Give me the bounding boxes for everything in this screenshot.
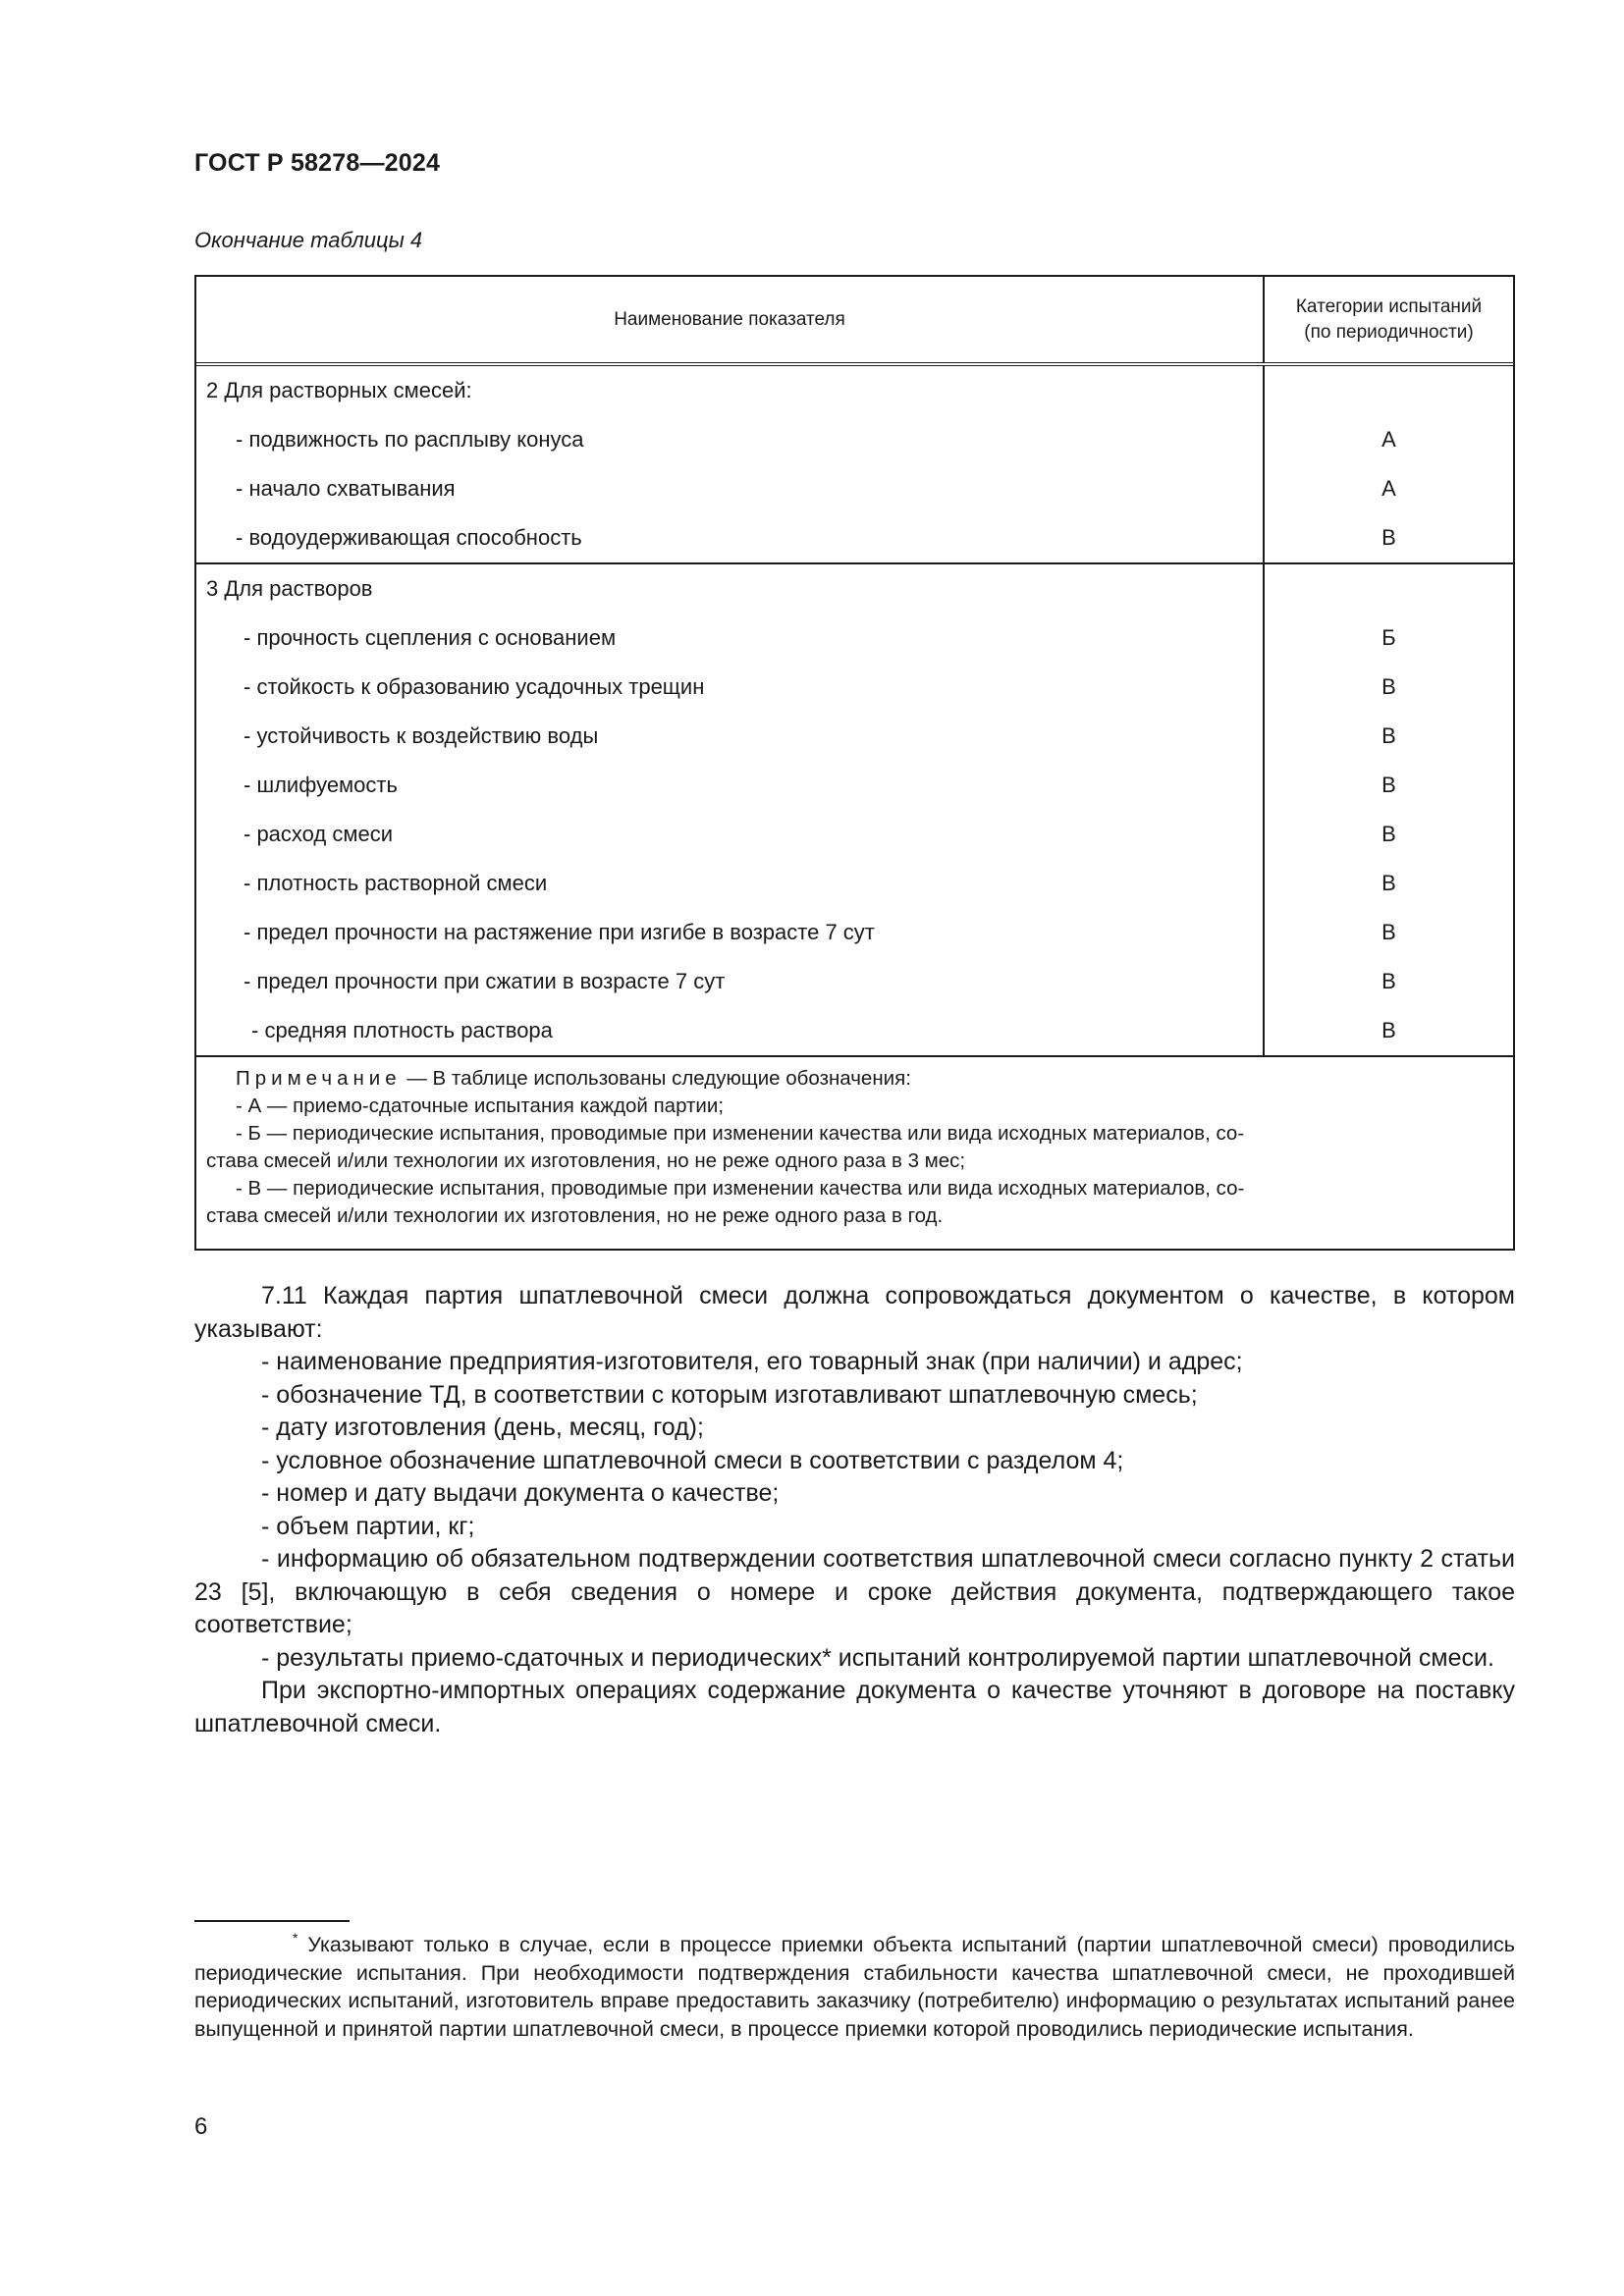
note-item-a: - А — приемо-сдаточные испытания каждой партии; [236, 1095, 725, 1117]
footnote-divider [194, 1920, 350, 1922]
column-header-category-line1: Категории испытаний [1295, 295, 1483, 317]
table-row [196, 810, 1513, 859]
table-row [196, 957, 1513, 1006]
table-row-group-title [196, 364, 1513, 415]
list-item: - дату изготовления (день, месяц, год); [261, 1414, 704, 1441]
table-row [196, 908, 1513, 957]
table-cell-value: В [1264, 663, 1513, 712]
note-item-b-line2: става смесей и/или технологии их изготовления, но не реже одного раза в 3 мес; [206, 1149, 966, 1172]
table-row-group-title [196, 563, 1513, 614]
table-cell-value [1264, 364, 1513, 415]
note-intro [206, 1065, 1503, 1093]
table-cell-label: - стойкость к образованию усадочных трещин [244, 674, 705, 699]
footnote-mark: * [293, 1930, 298, 1946]
table-row [196, 415, 1513, 464]
note-item-b-line1: - Б — периодические испытания, проводимые при изменении качества или вида исходных материалов, со- [236, 1122, 1245, 1145]
table-row [196, 859, 1513, 908]
note-item-c-line2: става смесей и/или технологии их изготовления, но не реже одного раза в год. [206, 1204, 944, 1227]
table-caption: Окончание таблицы 4 [194, 228, 423, 252]
column-header-indicator: Наименование показателя [196, 277, 1264, 364]
table-cell-value: В [1264, 712, 1513, 761]
table-cell-label: - шлифуемость [244, 773, 398, 797]
table-row [196, 1006, 1513, 1056]
table-cell-label: - устойчивость к воздействию воды [244, 723, 599, 748]
footnote-text: Указывают только в случае, если в процессе приемки объекта испытаний (партии шпатлевочной смеси) проводились периодические испытания. При необходимости подтверждения стабильности качества шпатлевочной смеси, не проходившей периодических испытаний, изготовитель вправе предоставить заказчику (потребителю) информацию о результатах испытаний ранее выпущенной и принятой партии шпатлевочной смеси, в процессе приемки которой проводились периодические испытания. [194, 1933, 1515, 2041]
table-cell-label: - расход смеси [244, 822, 394, 846]
group-title: 2 Для растворных смесей: [206, 378, 472, 402]
table-row [196, 663, 1513, 712]
list-item: - номер и дату выдачи документа о качестве; [261, 1479, 780, 1507]
list-item: - информацию об обязательном подтверждении соответствия шпатлевочной смеси согласно пункту 2 статьи 23 [5], включающую в себя сведения о номере и сроке действия документа, подтверждающего такое соответствие; [194, 1545, 1515, 1638]
table-cell-label: - подвижность по расплыву конуса [236, 427, 584, 452]
table-row [196, 614, 1513, 663]
table-row [196, 761, 1513, 810]
list-item: - наименование предприятия-изготовителя, его товарный знак (при наличии) и адрес; [261, 1348, 1243, 1375]
list-item: - условное обозначение шпатлевочной смеси в соответствии с разделом 4; [261, 1446, 1124, 1474]
table-cell-value: В [1264, 908, 1513, 957]
list-item: - обозначение ТД, в соответствии с которым изготавливают шпатлевочную смесь; [261, 1380, 1198, 1409]
table-cell-label: - прочность сцепления с основанием [244, 625, 617, 650]
page-number: 6 [194, 2113, 208, 2140]
table-cell-value: В [1264, 859, 1513, 908]
table-row [196, 513, 1513, 563]
column-header-category-line2: (по периодичности) [1304, 321, 1474, 343]
section-7-11 [194, 1280, 1515, 1740]
indicators-table [196, 277, 1513, 1236]
footnote [194, 1924, 1515, 2043]
note-item-c-line1: - В — периодические испытания, проводимые при изменении качества или вида исходных материалов, со- [236, 1177, 1245, 1200]
table-cell-label: - начало схватывания [236, 476, 456, 501]
group-title: 3 Для растворов [196, 563, 1264, 614]
table-header-row [196, 277, 1513, 364]
table-cell-label: - предел прочности на растяжение при изгибе в возрасте 7 сут [244, 920, 875, 944]
table-cell-value: В [1264, 1006, 1513, 1056]
table-cell-value: Б [1264, 614, 1513, 663]
table-cell-label: - плотность растворной смеси [244, 871, 548, 895]
table-note [196, 1056, 1513, 1236]
paragraph-7-11: 7.11 Каждая партия шпатлевочной смеси должна сопровождаться документом о качестве, в котором указывают: [194, 1282, 1515, 1343]
document-id: ГОСТ Р 58278—2024 [194, 149, 441, 177]
table-cell-value: В [1264, 513, 1513, 563]
list-item: - объем партии, кг; [261, 1512, 475, 1540]
column-header-category [1264, 277, 1513, 364]
footnote-text-block [194, 1924, 1515, 2043]
note-intro-text: — В таблице использованы следующие обозначения: [401, 1067, 911, 1090]
table-cell-value: А [1264, 415, 1513, 464]
table-row [196, 712, 1513, 761]
paragraph-export: При экспортно-импортных операциях содержание документа о качестве уточняют в договоре на поставку шпатлевочной смеси. [194, 1677, 1515, 1737]
table-row [196, 464, 1513, 513]
table-cell-value [1264, 563, 1513, 614]
note-label: Примечание [236, 1067, 402, 1090]
table-cell-label: - водоудерживающая способность [236, 525, 582, 550]
table-cell-value: В [1264, 957, 1513, 1006]
table-cell-value: В [1264, 761, 1513, 810]
table-4 [194, 275, 1515, 1251]
table-cell-label: - средняя плотность раствора [251, 1018, 553, 1042]
table-cell-value: А [1264, 464, 1513, 513]
table-note-row [196, 1056, 1513, 1236]
table-cell-value: В [1264, 810, 1513, 859]
list-item: - результаты приемо-сдаточных и периодических* испытаний контролируемой партии шпатлевочной смеси. [261, 1643, 1494, 1672]
table-cell-label: - предел прочности при сжатии в возрасте 7 сут [244, 969, 726, 993]
